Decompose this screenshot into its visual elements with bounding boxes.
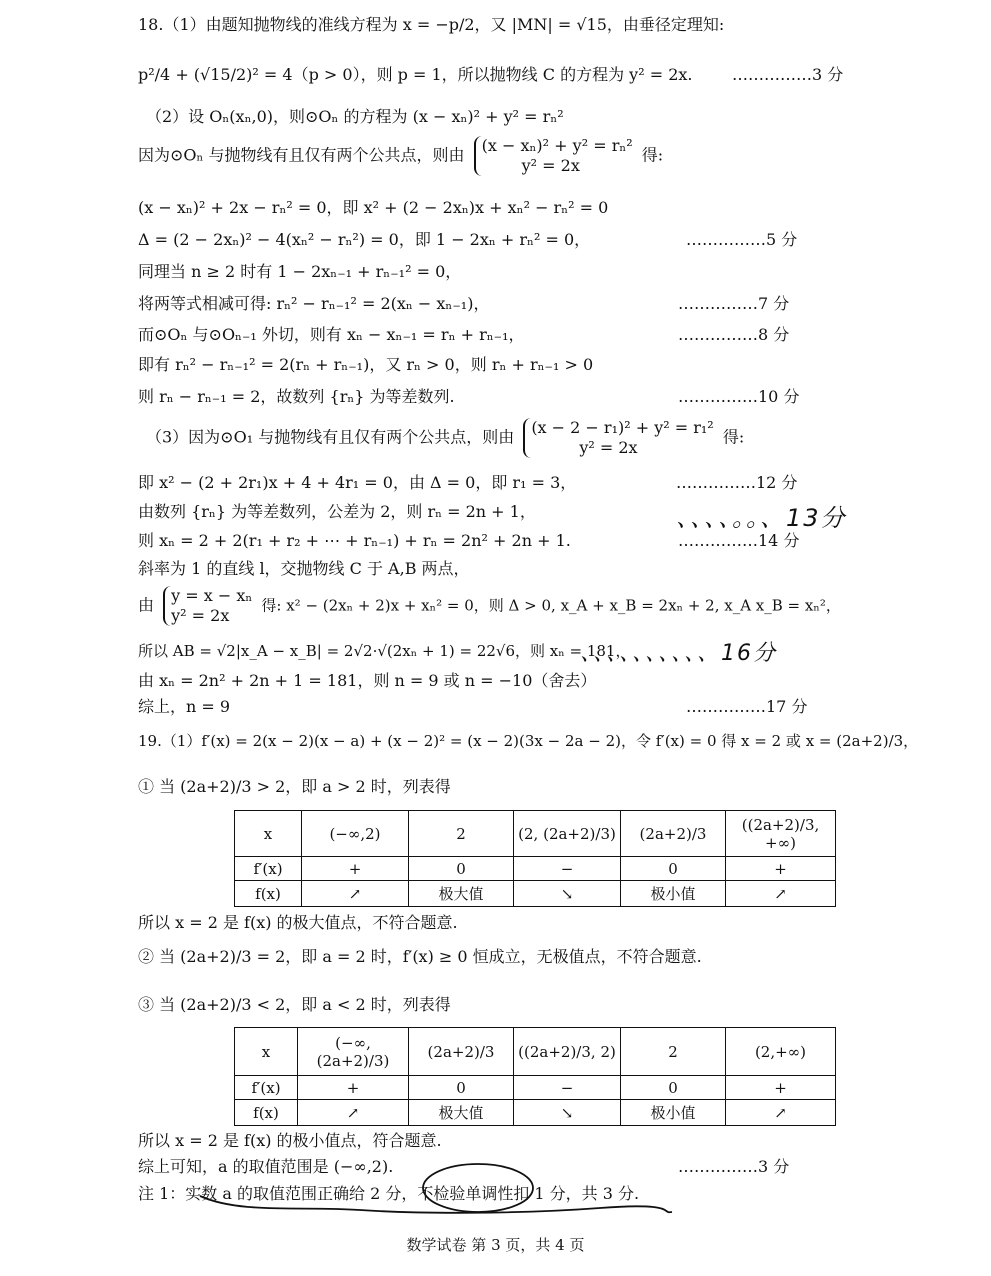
score-3: ……………3 分 bbox=[732, 65, 844, 84]
table-cell: − bbox=[514, 857, 621, 881]
table-cell: + bbox=[726, 1076, 836, 1100]
table-cell: (2a+2)/3 bbox=[621, 811, 726, 857]
table-cell: + bbox=[302, 857, 409, 881]
table-cell: 0 bbox=[621, 1076, 726, 1100]
q18-line-9: 而⊙Oₙ 与⊙Oₙ₋₁ 外切，则有 xₙ − xₙ₋₁ = rₙ + rₙ₋₁， bbox=[138, 325, 525, 344]
q19-case-2: ② 当 (2a+2)/3 = 2，即 a = 2 时，f′(x) ≥ 0 恒成立，无极值点，不符合题意. bbox=[138, 947, 702, 966]
q18-line-17-tail: 得: x² − (2xₙ + 2)x + xₙ² = 0，则 Δ > 0, x_A + x_B = 2xₙ + 2, x_A x_B = xₙ²， bbox=[261, 596, 841, 615]
table-cell: (2a+2)/3 bbox=[409, 1028, 514, 1076]
score-3-b: ……………3 分 bbox=[678, 1157, 790, 1176]
table-cell: f′(x) bbox=[235, 1076, 298, 1100]
score-14: ……………14 分 bbox=[678, 531, 800, 550]
table-cell: 极小值 bbox=[621, 1100, 726, 1126]
table-cell: ↗ bbox=[726, 1100, 836, 1126]
q18-line-1: 18.（1）由题知抛物线的准线方程为 x = −p/2，又 |MN| = √15，由垂径定理知: bbox=[138, 15, 725, 34]
q18-line-4-tail: 得: bbox=[641, 145, 664, 165]
table-cell: 极大值 bbox=[409, 1100, 514, 1126]
q18-line-6: Δ = (2 − 2xₙ)² − 4(xₙ² − rₙ²) = 0，即 1 − 2xₙ + rₙ² = 0， bbox=[138, 230, 591, 249]
table-cell: ((2a+2)/3, +∞) bbox=[726, 811, 836, 857]
system-2-eq-2: y² = 2x bbox=[579, 438, 638, 457]
table-cell: f(x) bbox=[235, 881, 302, 907]
table-cell: 极小值 bbox=[621, 881, 726, 907]
q19-conclusion: 综上可知，a 的取值范围是 (−∞,2). bbox=[138, 1157, 394, 1176]
q18-line-10: 即有 rₙ² − rₙ₋₁² = 2(rₙ + rₙ₋₁)，又 rₙ > 0，则 rₙ + rₙ₋₁ > 0 bbox=[138, 355, 594, 374]
table-cell: ((2a+2)/3, 2) bbox=[514, 1028, 621, 1076]
page-footer: 数学试卷 第 3 页，共 4 页 bbox=[406, 1236, 585, 1254]
table-cell: f′(x) bbox=[235, 857, 302, 881]
handwritten-13-score: 、、、、。。、13分 bbox=[676, 504, 847, 532]
score-10: ……………10 分 bbox=[678, 387, 800, 406]
table-cell: (2, (2a+2)/3) bbox=[514, 811, 621, 857]
system-3-eq-2: y² = 2x bbox=[171, 606, 230, 625]
q18-line-7: 同理当 n ≥ 2 时有 1 − 2xₙ₋₁ + rₙ₋₁² = 0， bbox=[138, 262, 462, 281]
table-cell: 2 bbox=[621, 1028, 726, 1076]
score-17: ……………17 分 bbox=[686, 697, 808, 716]
q18-line-2: p²/4 + (√15/2)² = 4（p > 0），则 p = 1，所以抛物线 C 的方程为 y² = 2x. bbox=[138, 65, 693, 84]
system-1-eq-1: (x − xₙ)² + y² = rₙ² bbox=[481, 136, 633, 155]
system-3-eq-1: y = x − xₙ bbox=[171, 586, 253, 605]
q18-line-3: （2）设 Oₙ(xₙ,0)，则⊙Oₙ 的方程为 (x − xₙ)² + y² = rₙ² bbox=[146, 107, 564, 126]
q18-line-20: 综上，n = 9 bbox=[138, 697, 231, 716]
q18-line-18: 所以 AB = √2|x_A − x_B| = 2√2·√(2xₙ + 1) = 22√6，则 xₙ = 181， bbox=[138, 642, 631, 660]
table-cell: − bbox=[514, 1076, 621, 1100]
table-cell: (2,+∞) bbox=[726, 1028, 836, 1076]
q18-line-17-text: 由 bbox=[138, 595, 155, 615]
handwritten-circle bbox=[423, 1164, 533, 1212]
q18-line-12-tail: 得: bbox=[722, 427, 745, 447]
table-cell: + bbox=[726, 857, 836, 881]
q18-line-8: 将两等式相减可得: rₙ² − rₙ₋₁² = 2(xₙ − xₙ₋₁)， bbox=[138, 294, 490, 313]
q19-case-3: ③ 当 (2a+2)/3 < 2，即 a < 2 时，列表得 bbox=[138, 995, 451, 1014]
table-cell: (−∞,2) bbox=[302, 811, 409, 857]
table-cell: + bbox=[298, 1076, 409, 1100]
q18-line-15: 则 xₙ = 2 + 2(r₁ + r₂ + ⋯ + rₙ₋₁) + rₙ = 2n² + 2n + 1. bbox=[138, 531, 571, 550]
q19-case-1-end: 所以 x = 2 是 f(x) 的极大值点，不符合题意. bbox=[138, 913, 458, 932]
q19-case-3-end: 所以 x = 2 是 f(x) 的极小值点，符合题意. bbox=[138, 1131, 442, 1150]
score-7: ……………7 分 bbox=[678, 294, 790, 313]
table-cell: x bbox=[235, 811, 302, 857]
table-cell: ↗ bbox=[298, 1100, 409, 1126]
table-cell: (−∞, (2a+2)/3) bbox=[298, 1028, 409, 1076]
table-cell: ↘ bbox=[514, 881, 621, 907]
q19-case-1: ① 当 (2a+2)/3 > 2，即 a > 2 时，列表得 bbox=[138, 777, 451, 796]
q18-line-19: 由 xₙ = 2n² + 2n + 1 = 181，则 n = 9 或 n = −10（舍去） bbox=[138, 671, 597, 690]
table-cell: 极大值 bbox=[409, 881, 514, 907]
q19-line-1: 19.（1）f′(x) = 2(x − 2)(x − a) + (x − 2)² = (x − 2)(3x − 2a − 2)，令 f′(x) = 0 得 x = 2 或 x = (2a+2)/3， bbox=[138, 732, 919, 750]
handwritten-16-score: 、、、、、、、、、、16分 bbox=[580, 641, 777, 666]
table-cell: ↗ bbox=[302, 881, 409, 907]
table-cell: 0 bbox=[621, 857, 726, 881]
table-cell: x bbox=[235, 1028, 298, 1076]
table-cell: 0 bbox=[409, 857, 514, 881]
q18-line-16: 斜率为 1 的直线 l，交抛物线 C 于 A,B 两点， bbox=[138, 559, 470, 578]
system-1-eq-2: y² = 2x bbox=[521, 156, 580, 175]
score-8: ……………8 分 bbox=[678, 325, 790, 344]
table-cell: ↘ bbox=[514, 1100, 621, 1126]
q18-line-14: 由数列 {rₙ} 为等差数列，公差为 2，则 rₙ = 2n + 1， bbox=[138, 502, 536, 521]
q18-line-12-text: （3）因为⊙O₁ 与抛物线有且仅有两个公共点，则由 bbox=[146, 427, 515, 447]
q18-line-13: 即 x² − (2 + 2r₁)x + 4 + 4r₁ = 0，由 Δ = 0，即 r₁ = 3， bbox=[138, 473, 577, 492]
table-cell: ↗ bbox=[726, 881, 836, 907]
q18-line-5: (x − xₙ)² + 2x − rₙ² = 0，即 x² + (2 − 2xₙ)x + xₙ² − rₙ² = 0 bbox=[138, 198, 609, 217]
table-cell: 0 bbox=[409, 1076, 514, 1100]
q18-line-4-text: 因为⊙Oₙ 与抛物线有且仅有两个公共点，则由 bbox=[138, 145, 465, 165]
q19-note: 注 1：实数 a 的取值范围正确给 2 分，不检验单调性扣 1 分，共 3 分. bbox=[138, 1184, 640, 1203]
system-2-eq-1: (x − 2 − r₁)² + y² = r₁² bbox=[531, 418, 714, 437]
score-5: ……………5 分 bbox=[686, 230, 798, 249]
table-cell: f(x) bbox=[235, 1100, 298, 1126]
score-12: ……………12 分 bbox=[676, 473, 798, 492]
q18-line-11: 则 rₙ − rₙ₋₁ = 2，故数列 {rₙ} 为等差数列. bbox=[138, 387, 455, 406]
table-cell: 2 bbox=[409, 811, 514, 857]
